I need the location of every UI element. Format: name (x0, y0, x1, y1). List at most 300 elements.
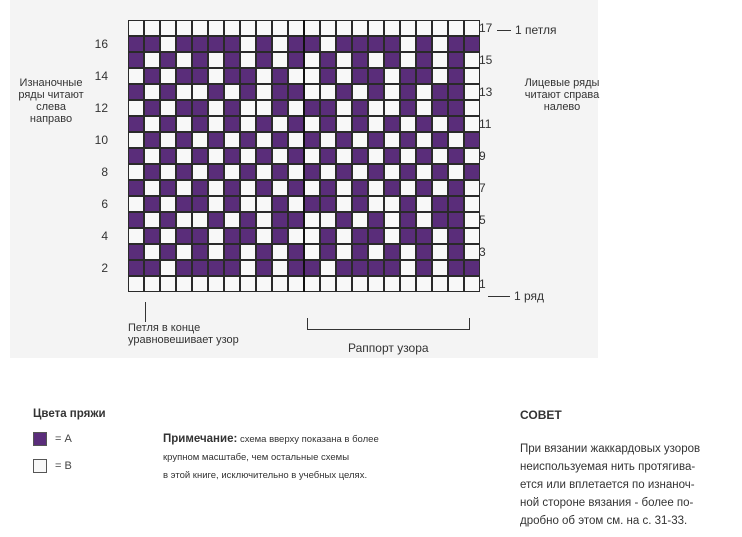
chart-cell (224, 84, 240, 100)
chart-cell (304, 52, 320, 68)
chart-cell (368, 244, 384, 260)
chart-cell (464, 244, 480, 260)
chart-cell (160, 84, 176, 100)
chart-cell (432, 260, 448, 276)
chart-cell (304, 116, 320, 132)
note-line: крупном масштабе, чем остальные схемы (163, 452, 350, 463)
chart-cell (240, 20, 256, 36)
chart-cell (192, 36, 208, 52)
right-row-number: 3 (479, 245, 486, 259)
chart-cell (160, 100, 176, 116)
chart-cell (288, 36, 304, 52)
chart-cell (272, 132, 288, 148)
tip-line: ется или вплетается по изнаноч- (520, 479, 695, 491)
chart-cell (320, 196, 336, 212)
chart-cell (208, 84, 224, 100)
chart-cell (224, 148, 240, 164)
chart-cell (336, 68, 352, 84)
chart-cell (400, 260, 416, 276)
chart-cell (144, 260, 160, 276)
chart-cell (176, 20, 192, 36)
chart-cell (288, 68, 304, 84)
chart-cell (256, 196, 272, 212)
chart-cell (160, 244, 176, 260)
chart-cell (128, 132, 144, 148)
chart-cell (192, 20, 208, 36)
chart-cell (336, 276, 352, 292)
chart-cell (304, 148, 320, 164)
chart-cell (144, 212, 160, 228)
chart-cell (128, 196, 144, 212)
chart-cell (400, 180, 416, 196)
chart-cell (464, 100, 480, 116)
chart-cell (352, 116, 368, 132)
end-stitch-pointer (145, 302, 146, 322)
chart-cell (320, 52, 336, 68)
chart-cell (448, 84, 464, 100)
chart-cell (352, 68, 368, 84)
chart-cell (176, 180, 192, 196)
chart-cell (272, 20, 288, 36)
chart-cell (352, 228, 368, 244)
chart-cell (272, 196, 288, 212)
chart-cell (176, 116, 192, 132)
chart-cell (128, 212, 144, 228)
bottom-note-dash (488, 296, 510, 297)
chart-cell (208, 52, 224, 68)
chart-cell (208, 68, 224, 84)
chart-cell (192, 260, 208, 276)
chart-cell (128, 228, 144, 244)
chart-cell (448, 260, 464, 276)
chart-cell (464, 84, 480, 100)
chart-cell (288, 132, 304, 148)
chart-cell (368, 180, 384, 196)
right-bottom-note: 1 ряд (514, 289, 545, 303)
chart-cell (208, 116, 224, 132)
legend-label-b: = В (55, 460, 72, 472)
chart-cell (336, 180, 352, 196)
right-row-number: 17 (479, 21, 493, 35)
chart-cell (336, 52, 352, 68)
end-stitch-label (128, 322, 239, 346)
chart-cell (144, 148, 160, 164)
chart-cell (256, 260, 272, 276)
left-row-number: 12 (94, 101, 108, 115)
left-label-line: Изнаночные (19, 77, 83, 89)
chart-cell (384, 68, 400, 84)
chart-cell (320, 84, 336, 100)
chart-cell (320, 180, 336, 196)
chart-cell (272, 84, 288, 100)
chart-cell (384, 20, 400, 36)
chart-cell (272, 164, 288, 180)
chart-cell (192, 68, 208, 84)
right-row-number: 5 (479, 213, 486, 227)
chart-cell (256, 20, 272, 36)
chart-cell (288, 100, 304, 116)
chart-cell (368, 116, 384, 132)
chart-cell (368, 228, 384, 244)
chart-cell (336, 116, 352, 132)
chart-cell (240, 276, 256, 292)
chart-cell (160, 20, 176, 36)
left-row-number: 8 (101, 165, 108, 179)
chart-cell (272, 228, 288, 244)
chart-cell (448, 196, 464, 212)
chart-cell (352, 100, 368, 116)
chart-cell (128, 180, 144, 196)
chart-cell (240, 212, 256, 228)
chart-cell (128, 52, 144, 68)
chart-cell (320, 148, 336, 164)
chart-cell (464, 276, 480, 292)
chart-cell (288, 228, 304, 244)
chart-cell (272, 52, 288, 68)
chart-cell (224, 164, 240, 180)
chart-cell (208, 244, 224, 260)
chart-cell (240, 228, 256, 244)
chart-cell (128, 36, 144, 52)
chart-cell (256, 180, 272, 196)
chart-cell (336, 196, 352, 212)
chart-cell (368, 100, 384, 116)
chart-cell (176, 84, 192, 100)
chart-cell (208, 228, 224, 244)
chart-cell (416, 148, 432, 164)
left-row-number: 6 (101, 197, 108, 211)
chart-cell (224, 228, 240, 244)
chart-cell (160, 164, 176, 180)
chart-cell (336, 20, 352, 36)
chart-cell (400, 84, 416, 100)
chart-cell (304, 260, 320, 276)
chart-cell (320, 20, 336, 36)
chart-cell (144, 84, 160, 100)
chart-cell (256, 164, 272, 180)
chart-cell (368, 52, 384, 68)
chart-cell (176, 132, 192, 148)
chart-cell (224, 20, 240, 36)
chart-cell (384, 148, 400, 164)
chart-cell (416, 20, 432, 36)
note-heading: Примечание: (163, 433, 238, 445)
chart-cell (256, 212, 272, 228)
chart-cell (400, 276, 416, 292)
chart-cell (336, 260, 352, 276)
chart-cell (192, 52, 208, 68)
chart-cell (160, 132, 176, 148)
chart-cell (336, 228, 352, 244)
chart-cell (384, 132, 400, 148)
chart-cell (288, 260, 304, 276)
chart-cell (320, 228, 336, 244)
chart-cell (320, 212, 336, 228)
chart-cell (144, 100, 160, 116)
right-row-number: 9 (479, 149, 486, 163)
right-side-label (524, 77, 600, 113)
chart-cell (432, 148, 448, 164)
chart-cell (240, 180, 256, 196)
chart-cell (208, 276, 224, 292)
chart-cell (416, 84, 432, 100)
chart-cell (192, 196, 208, 212)
chart-cell (224, 244, 240, 260)
chart-cell (432, 84, 448, 100)
chart-cell (384, 100, 400, 116)
chart-cell (224, 180, 240, 196)
chart-cell (448, 116, 464, 132)
chart-cell (144, 52, 160, 68)
chart-cell (416, 276, 432, 292)
chart-cell (304, 228, 320, 244)
chart-cell (272, 260, 288, 276)
chart-cell (336, 164, 352, 180)
chart-cell (464, 228, 480, 244)
chart-cell (176, 212, 192, 228)
note-line: схема вверху показана в более (239, 434, 379, 445)
chart-cell (160, 276, 176, 292)
left-label-line: ряды читают (18, 89, 84, 101)
chart-cell (288, 276, 304, 292)
chart-cell (240, 68, 256, 84)
chart-cell (256, 276, 272, 292)
chart-cell (240, 116, 256, 132)
left-row-number: 4 (101, 229, 108, 243)
chart-cell (288, 196, 304, 212)
chart-cell (432, 116, 448, 132)
chart-cell (272, 68, 288, 84)
legend-label-a: = А (55, 433, 72, 445)
chart-cell (208, 132, 224, 148)
chart-cell (160, 260, 176, 276)
chart-cell (256, 68, 272, 84)
chart-cell (192, 244, 208, 260)
chart-cell (288, 84, 304, 100)
chart-cell (432, 20, 448, 36)
chart-cell (160, 36, 176, 52)
chart-cell (368, 84, 384, 100)
chart-cell (144, 180, 160, 196)
chart-cell (352, 20, 368, 36)
chart-cell (400, 244, 416, 260)
chart-cell (400, 148, 416, 164)
chart-cell (224, 212, 240, 228)
chart-cell (320, 276, 336, 292)
chart-cell (208, 196, 224, 212)
chart-cell (336, 148, 352, 164)
tip-line: ной стороне вязания - более по- (520, 497, 694, 509)
chart-cell (224, 100, 240, 116)
chart-cell (176, 244, 192, 260)
left-side-label (18, 77, 84, 125)
pattern-repeat-label: Раппорт узора (348, 341, 429, 355)
chart-cell (256, 228, 272, 244)
chart-cell (272, 148, 288, 164)
chart-cell (160, 68, 176, 84)
right-row-number: 7 (479, 181, 486, 195)
chart-cell (224, 52, 240, 68)
chart-cell (352, 148, 368, 164)
chart-cell (384, 228, 400, 244)
chart-cell (368, 148, 384, 164)
chart-cell (384, 196, 400, 212)
chart-cell (368, 276, 384, 292)
chart-cell (304, 244, 320, 260)
chart-cell (208, 260, 224, 276)
chart-cell (304, 68, 320, 84)
chart-cell (400, 212, 416, 228)
chart-cell (464, 180, 480, 196)
chart-cell (416, 68, 432, 84)
chart-cell (336, 36, 352, 52)
chart-cell (160, 52, 176, 68)
chart-cell (304, 196, 320, 212)
chart-cell (288, 20, 304, 36)
chart-cell (192, 132, 208, 148)
chart-cell (272, 244, 288, 260)
chart-cell (192, 100, 208, 116)
chart-cell (256, 116, 272, 132)
chart-cell (272, 100, 288, 116)
chart-cell (320, 164, 336, 180)
right-row-number: 13 (479, 85, 493, 99)
chart-cell (416, 260, 432, 276)
chart-cell (288, 180, 304, 196)
chart-cell (240, 244, 256, 260)
chart-cell (128, 116, 144, 132)
chart-cell (304, 276, 320, 292)
chart-cell (416, 116, 432, 132)
chart-cell (432, 244, 448, 260)
chart-cell (336, 100, 352, 116)
chart-cell (384, 276, 400, 292)
chart-cell (208, 148, 224, 164)
chart-cell (144, 276, 160, 292)
repeat-divider (303, 20, 305, 292)
chart-cell (320, 260, 336, 276)
chart-cell (272, 212, 288, 228)
chart-cell (416, 196, 432, 212)
chart-cell (160, 180, 176, 196)
chart-cell (400, 68, 416, 84)
chart-cell (128, 148, 144, 164)
chart-cell (320, 116, 336, 132)
legend-title: Цвета пряжи (33, 408, 106, 420)
chart-cell (432, 132, 448, 148)
chart-cell (288, 148, 304, 164)
chart-cell (224, 260, 240, 276)
chart-cell (128, 164, 144, 180)
chart-cell (352, 132, 368, 148)
chart-cell (400, 116, 416, 132)
chart-cell (416, 100, 432, 116)
chart-cell (288, 244, 304, 260)
chart-cell (352, 164, 368, 180)
chart-cell (240, 36, 256, 52)
legend-swatch-a (33, 432, 47, 446)
chart-cell (464, 148, 480, 164)
chart-cell (304, 36, 320, 52)
tip-title: СОВЕТ (520, 408, 562, 422)
chart-cell (240, 164, 256, 180)
chart-cell (368, 36, 384, 52)
chart-cell (320, 68, 336, 84)
chart-cell (448, 180, 464, 196)
left-row-number: 16 (94, 37, 108, 51)
chart-cell (192, 212, 208, 228)
chart-cell (368, 68, 384, 84)
chart-cell (432, 196, 448, 212)
chart-cell (368, 212, 384, 228)
legend-swatch-b (33, 459, 47, 473)
chart-cell (384, 36, 400, 52)
chart-cell (416, 36, 432, 52)
chart-cell (176, 148, 192, 164)
right-row-number: 11 (479, 117, 492, 131)
chart-cell (256, 100, 272, 116)
chart-cell (320, 100, 336, 116)
chart-cell (464, 52, 480, 68)
chart-cell (144, 196, 160, 212)
chart-cell (352, 180, 368, 196)
chart-cell (288, 52, 304, 68)
right-label-line: налево (543, 101, 581, 113)
chart-cell (336, 84, 352, 100)
chart-cell (320, 36, 336, 52)
chart-cell (272, 180, 288, 196)
chart-cell (240, 84, 256, 100)
chart-cell (144, 68, 160, 84)
chart-cell (144, 116, 160, 132)
chart-cell (128, 84, 144, 100)
chart-cell (176, 68, 192, 84)
tip-line: При вязании жаккардовых узоров (520, 443, 701, 455)
chart-cell (224, 36, 240, 52)
knitting-chart-grid (128, 20, 480, 292)
chart-cell (448, 164, 464, 180)
chart-cell (384, 164, 400, 180)
chart-cell (304, 132, 320, 148)
chart-cell (240, 148, 256, 164)
chart-cell (256, 36, 272, 52)
chart-cell (400, 132, 416, 148)
chart-cell (384, 52, 400, 68)
chart-cell (400, 36, 416, 52)
chart-cell (240, 196, 256, 212)
chart-cell (144, 20, 160, 36)
chart-cell (144, 164, 160, 180)
chart-cell (304, 180, 320, 196)
chart-cell (128, 68, 144, 84)
chart-cell (128, 276, 144, 292)
chart-cell (464, 116, 480, 132)
chart-cell (224, 132, 240, 148)
chart-cell (384, 180, 400, 196)
chart-cell (128, 20, 144, 36)
chart-cell (256, 84, 272, 100)
chart-cell (192, 180, 208, 196)
chart-cell (368, 132, 384, 148)
tip-line: неиспользуемая нить протягива- (520, 461, 696, 473)
chart-cell (192, 276, 208, 292)
left-row-number: 14 (94, 69, 108, 83)
right-row-number: 15 (479, 53, 493, 67)
chart-cell (464, 260, 480, 276)
chart-cell (128, 100, 144, 116)
chart-cell (400, 20, 416, 36)
chart-cell (176, 100, 192, 116)
